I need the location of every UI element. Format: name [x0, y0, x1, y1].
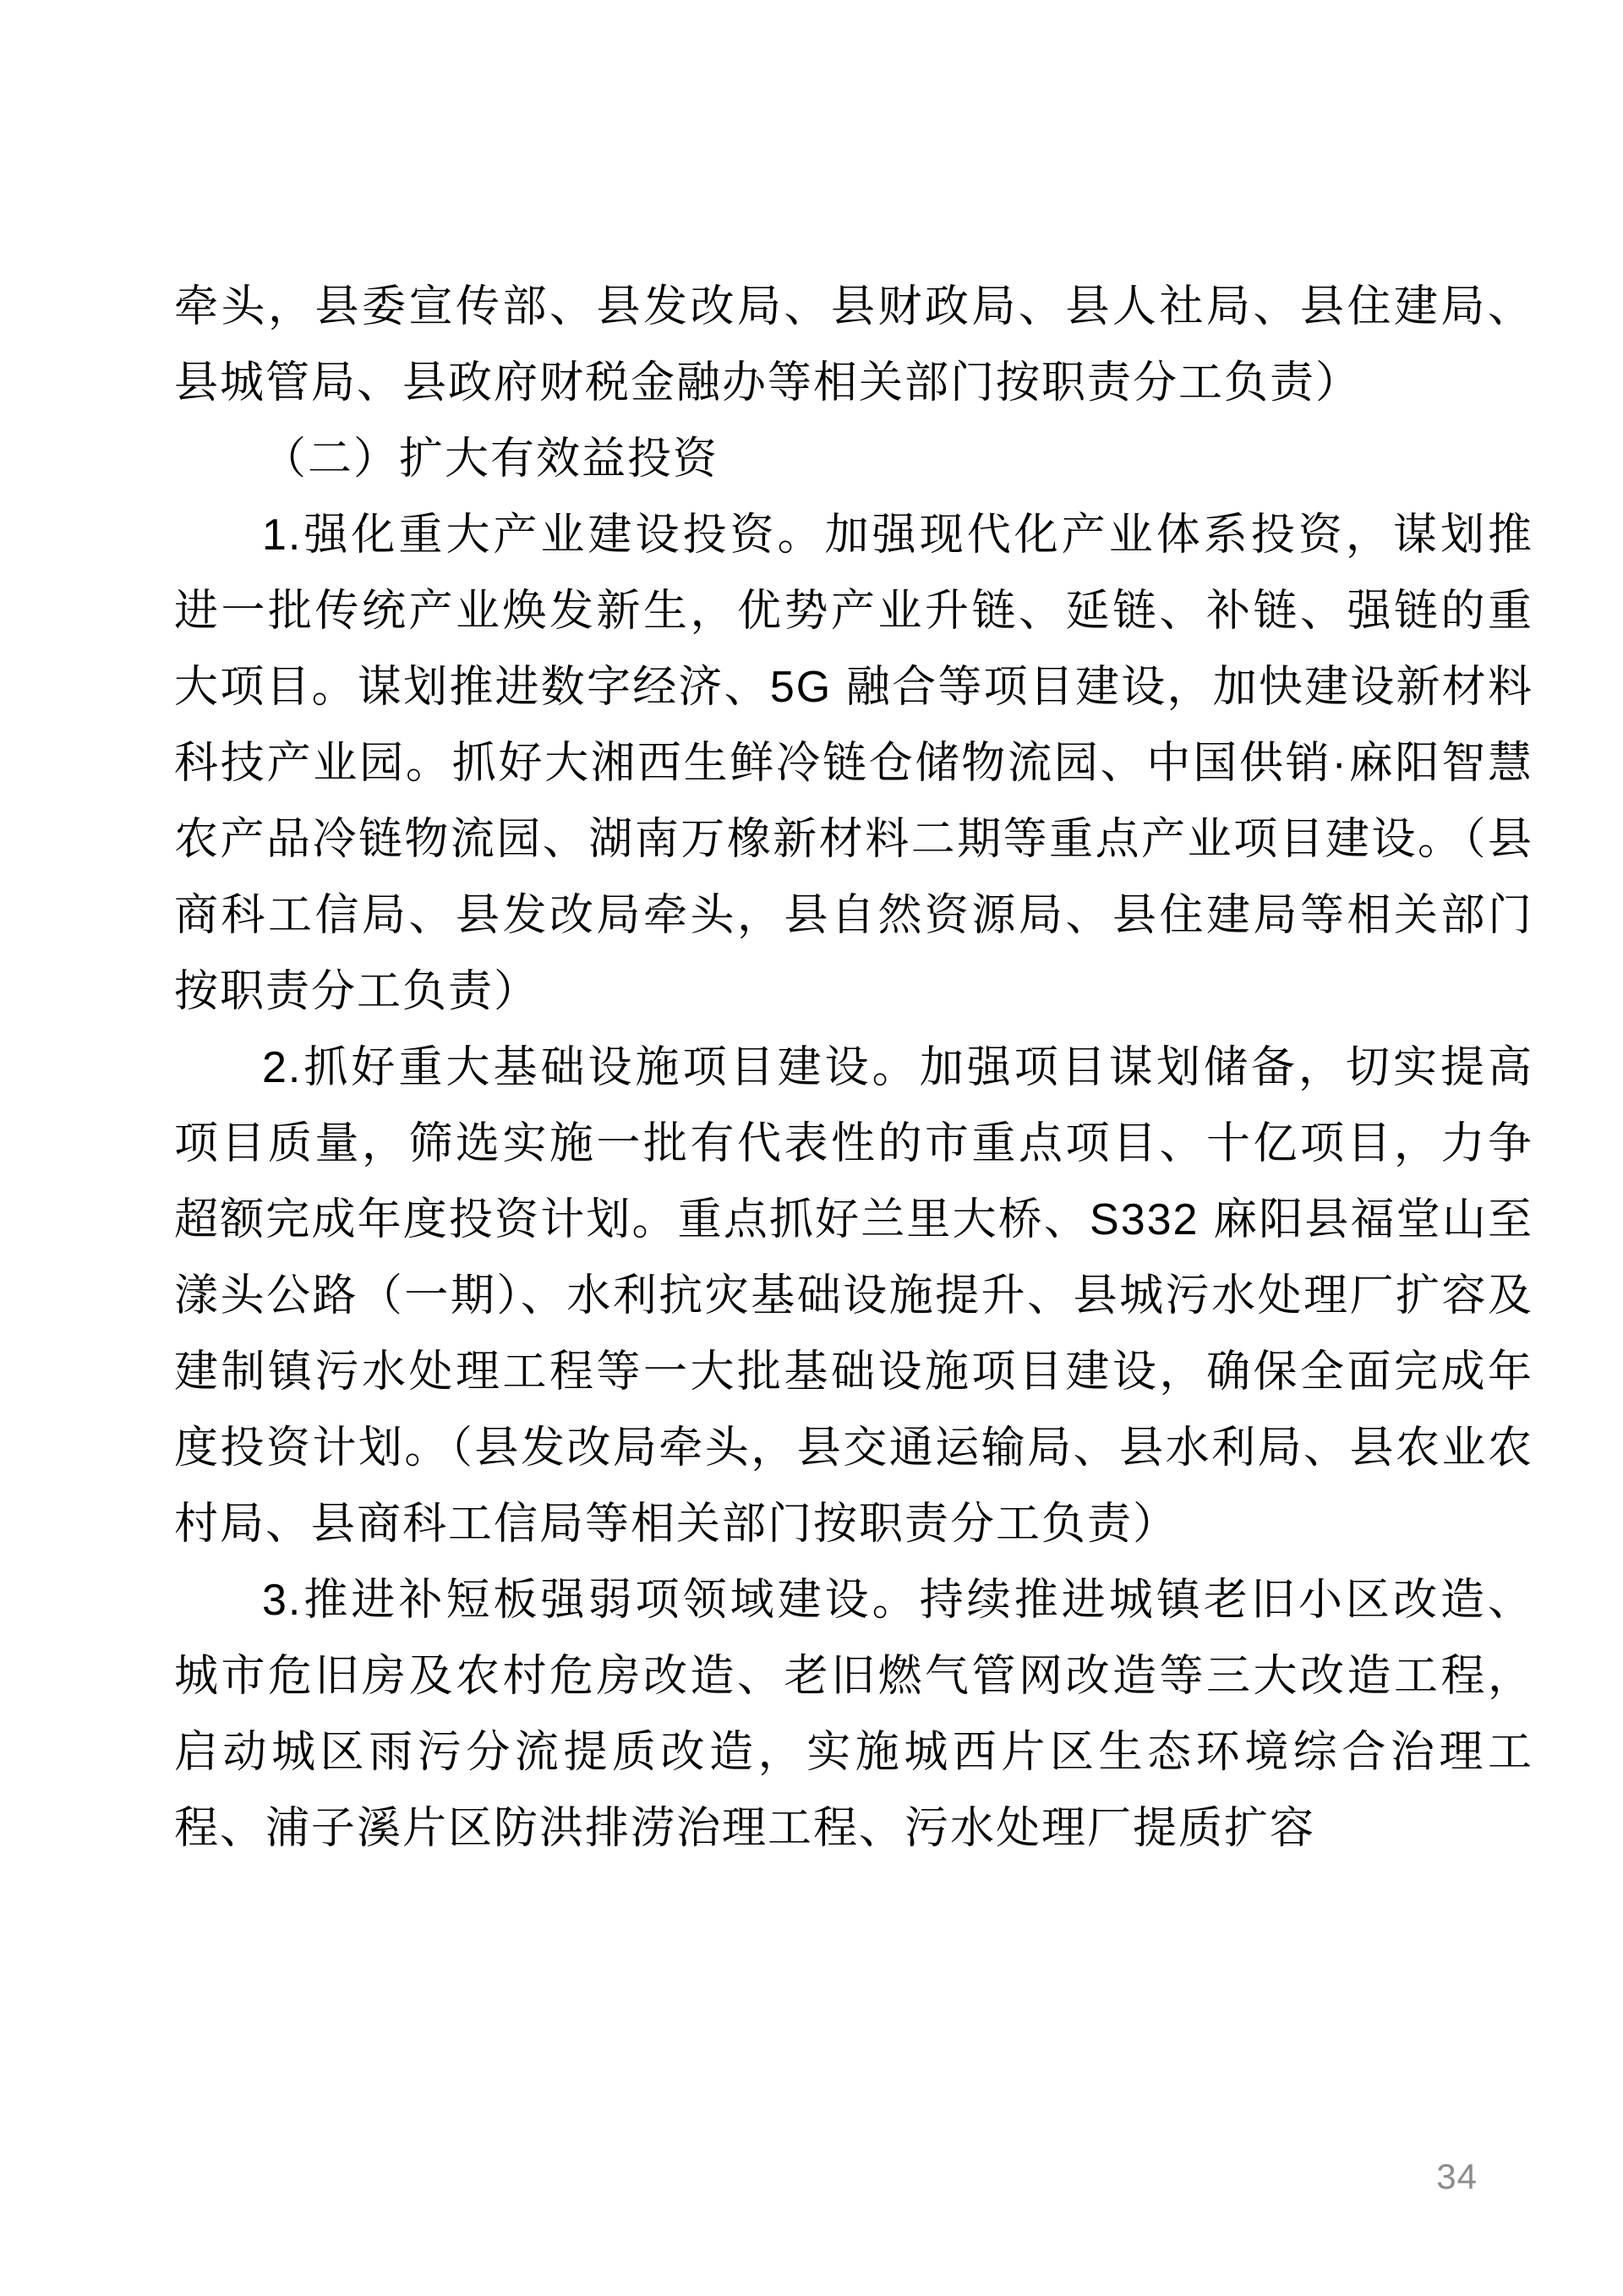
paragraph-item-2: 2.抓好重大基础设施项目建设。加强项目谋划储备，切实提高项目质量，筛选实施一批有代表性的市重点项目、十亿项目，力争超额完成年度投资计划。重点抓好兰里大桥、S332 麻阳县福堂山至漾头公路（一期）、水利抗灾基础设施提升、县城污水处理厂扩容及建制镇污水处理工程等一大批基础设施项目建设，确保全面完成年度投资计划。（县发改局牵头，县交通运输局、县水利局、县农业农村局、县商科工信局等相关部门按职责分工负责） [174, 1043, 1533, 1549]
section-heading: （二）扩大有效益投资 [262, 435, 719, 484]
document-body [174, 269, 1533, 1867]
paragraph-continuation: 牵头，县委宣传部、县发改局、县财政局、县人社局、县住建局、县城管局、县政府财税金融办等相关部门按职责分工负责） [174, 282, 1533, 407]
page-number: 34 [1436, 2157, 1478, 2196]
paragraph-item-1: 1.强化重大产业建设投资。加强现代化产业体系投资，谋划推进一批传统产业焕发新生，优势产业升链、延链、补链、强链的重大项目。谋划推进数字经济、5G 融合等项目建设，加快建设新材料科技产业园。抓好大湘西生鲜冷链仓储物流园、中国供销·麻阳智慧农产品冷链物流园、湖南万橡新材料二期等重点产业项目建设。（县商科工信局、县发改局牵头，县自然资源局、县住建局等相关部门按职责分工负责） [174, 511, 1533, 1016]
paragraph-item-3: 3.推进补短板强弱项领域建设。持续推进城镇老旧小区改造、城市危旧房及农村危房改造、老旧燃气管网改造等三大改造工程，启动城区雨污分流提质改造，实施城西片区生态环境综合治理工程、浦子溪片区防洪排涝治理工程、污水处理厂提质扩容 [174, 1576, 1533, 1853]
